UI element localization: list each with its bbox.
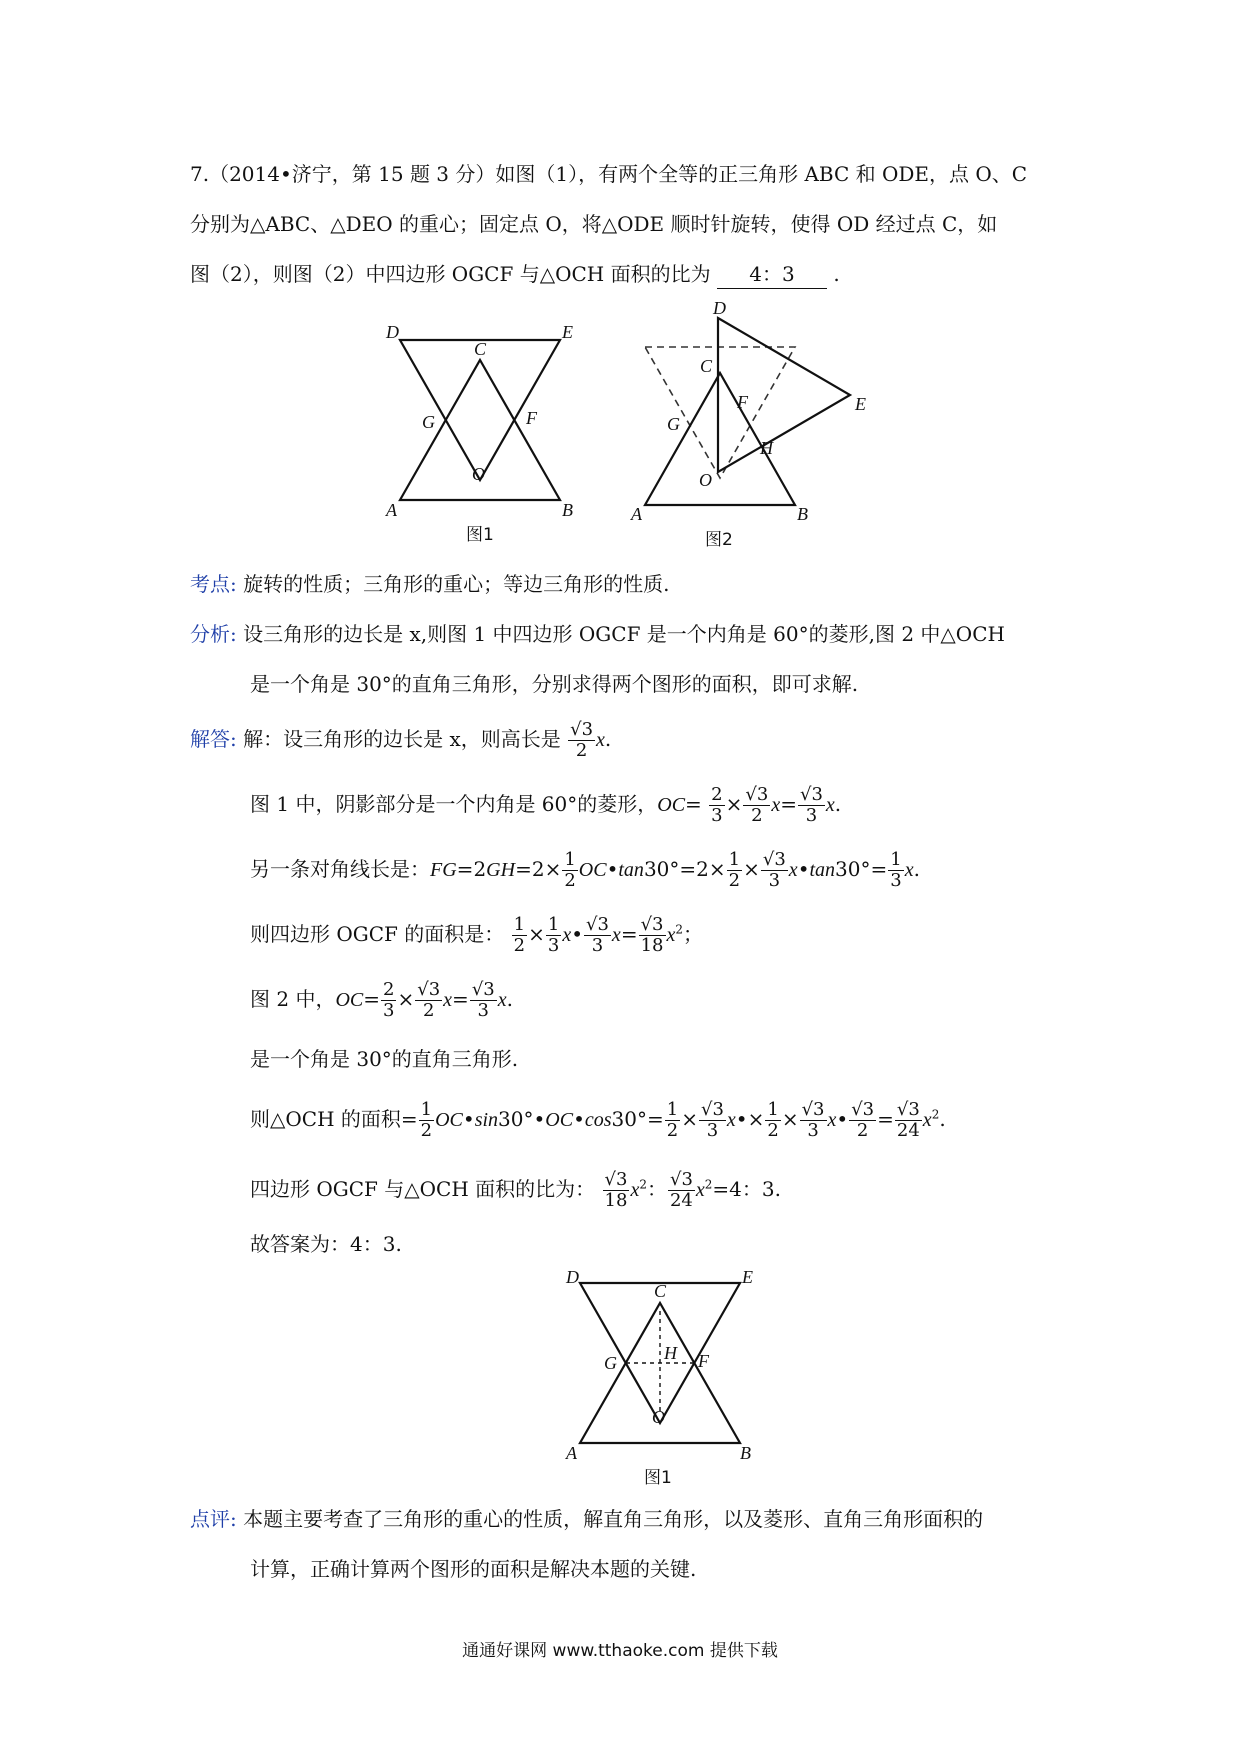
dot: • — [797, 857, 810, 881]
denominator: 2 — [856, 1120, 869, 1141]
fig2-label-h: H — [760, 438, 773, 458]
denominator: 2 — [767, 1120, 779, 1141]
numerator: √3 — [762, 849, 786, 870]
fenxi-line-2: 是一个角是 30°的直角三角形，分别求得两个图形的面积，即可求解. — [250, 672, 859, 696]
denominator: 3 — [591, 935, 604, 956]
colon: ： — [646, 1177, 667, 1201]
dot: • — [606, 857, 619, 881]
times: × — [397, 987, 415, 1011]
deg-30: 30° — [611, 1107, 647, 1131]
numerator: √3 — [570, 719, 594, 740]
numerator: √3 — [799, 784, 823, 805]
denominator: 18 — [640, 935, 664, 956]
jieda-step-3-text: 另一条对角线长是： — [250, 857, 430, 881]
numerator: 1 — [547, 914, 560, 935]
jieda-step-8 — [250, 1170, 781, 1211]
denominator: 2 — [575, 740, 588, 761]
jieda-step-5-text: 图 2 中， — [250, 987, 336, 1011]
fraction — [743, 785, 770, 826]
original-triangle-dashed — [645, 347, 795, 478]
numerator: 1 — [767, 1099, 779, 1120]
fig3-label-e: E — [742, 1267, 753, 1287]
denominator: 3 — [706, 1120, 719, 1141]
times: × — [747, 1107, 765, 1131]
var-x: x — [611, 924, 621, 946]
fig2-label-b: B — [797, 504, 808, 524]
seg-oc: OC — [578, 859, 607, 881]
exponent-2: 2 — [639, 1177, 647, 1192]
denominator: 2 — [751, 805, 763, 826]
denominator: 2 — [564, 870, 576, 891]
exponent-2: 2 — [931, 1107, 940, 1122]
fraction — [381, 980, 396, 1021]
dot: • — [462, 1107, 475, 1131]
equals: = — [679, 857, 697, 881]
jieda-step-1-text: 解：设三角形的边长是 x，则高长是 — [243, 727, 561, 751]
problem-line-3 — [190, 260, 840, 289]
fenxi-text-1: 设三角形的边长是 x,则图 1 中四边形 OGCF 是一个内角是 60°的菱形,图 2 中△OCH — [243, 622, 1005, 646]
tan: tan — [618, 859, 644, 881]
fig1-label-g: G — [422, 412, 435, 432]
numerator: 2 — [383, 979, 395, 1000]
fig1-label-c: C — [474, 339, 487, 359]
fig1-label-e: E — [562, 322, 573, 342]
fig2-label-a: A — [631, 504, 642, 524]
denominator: 3 — [383, 1000, 395, 1021]
problem-line-2: 分别为△ABC、△DEO 的重心；固定点 O，将△ODE 顺时针旋转，使得 OD 经过点 C，如 — [190, 212, 998, 236]
denominator: 3 — [711, 805, 723, 826]
equals: = — [780, 792, 797, 816]
denominator: 2 — [420, 1120, 433, 1141]
fig2-label-e: E — [855, 394, 866, 414]
seg-fg: FG — [430, 859, 457, 881]
dot: • — [836, 1107, 849, 1131]
fraction — [415, 980, 442, 1021]
fig2-label-d: D — [713, 300, 726, 318]
deg-30: 30° — [643, 857, 680, 881]
fraction — [798, 785, 825, 826]
numerator: √3 — [801, 1099, 825, 1120]
fraction — [470, 980, 497, 1021]
times: × — [544, 857, 562, 881]
fraction — [546, 915, 561, 956]
seg-gh: GH — [486, 859, 516, 881]
var-x: x — [922, 1109, 932, 1131]
ratio-result: =4：3. — [712, 1177, 781, 1201]
sin: sin — [474, 1109, 499, 1131]
period: . — [834, 792, 842, 816]
seg-oc: OC — [335, 989, 364, 1011]
figure-3 — [560, 1265, 760, 1490]
dot: • — [573, 1107, 585, 1131]
numerator: √3 — [669, 1169, 693, 1190]
fig1-label-f: F — [526, 408, 537, 428]
fraction — [512, 915, 527, 956]
seg-oc: OC — [545, 1109, 574, 1131]
period: . — [604, 727, 612, 751]
denominator: 2 — [513, 935, 526, 956]
kaodian-label: 考点: — [190, 572, 237, 596]
fig3-label-a: A — [566, 1443, 577, 1463]
seg-oc: OC — [435, 1109, 463, 1131]
fig1-label-d: D — [386, 322, 399, 342]
jieda-step-2-text: 图 1 中，阴影部分是一个内角是 60°的菱形， — [250, 792, 658, 816]
fig1-caption: 图1 — [466, 525, 494, 545]
fig3-label-d: D — [566, 1267, 579, 1287]
var-x: x — [825, 794, 835, 816]
numerator: √3 — [471, 979, 495, 1000]
fraction — [765, 1100, 780, 1141]
equals: = — [456, 857, 474, 881]
problem-line-3-text: 图（2），则图（2）中四边形 OGCF 与△OCH 面积的比为 — [190, 262, 711, 286]
equals: = — [685, 792, 702, 816]
fig1-label-a: A — [386, 500, 397, 520]
fraction — [603, 1170, 630, 1211]
numerator: √3 — [896, 1099, 920, 1120]
tan: tan — [809, 859, 836, 881]
denominator: 3 — [805, 805, 818, 826]
numerator: 1 — [890, 849, 902, 870]
denominator: 24 — [669, 1190, 693, 1211]
numerator: √3 — [586, 914, 609, 935]
denominator: 3 — [807, 1120, 819, 1141]
figure-2 — [625, 300, 875, 555]
fig3-caption: 图1 — [644, 1468, 672, 1488]
equals: = — [452, 987, 469, 1011]
period: . — [939, 1107, 946, 1131]
jieda-step-9: 故答案为：4：3. — [250, 1232, 402, 1256]
numerator: 1 — [420, 1099, 433, 1120]
denominator: 3 — [890, 870, 902, 891]
var-x: x — [596, 729, 605, 751]
period: . — [913, 857, 920, 881]
var-x: x — [695, 1179, 705, 1201]
fraction — [761, 850, 788, 891]
dianping-label: 点评: — [190, 1507, 237, 1531]
cos: cos — [584, 1109, 612, 1131]
dianping-text-1: 本题主要考查了三角形的重心的性质，解直角三角形，以及菱形、直角三角形面积的 — [243, 1507, 984, 1531]
fraction — [800, 1100, 827, 1141]
dot: • — [735, 1107, 748, 1131]
jieda-step-5 — [250, 980, 513, 1021]
fig3-label-f: F — [698, 1351, 709, 1371]
jieda-step-3 — [250, 850, 920, 891]
fig3-label-h: H — [664, 1343, 677, 1363]
fraction — [639, 915, 666, 956]
kaodian-text: 旋转的性质；三角形的重心；等边三角形的性质. — [243, 572, 670, 596]
problem-line-1: 7.（2014•济宁，第 15 题 3 分）如图（1），有两个全等的正三角形 ABC 和 ODE，点 O、C — [190, 162, 1028, 186]
numerator: √3 — [640, 914, 664, 935]
semicolon: ； — [683, 922, 704, 946]
var-x: x — [771, 794, 781, 816]
jieda-step-6: 是一个角是 30°的直角三角形. — [250, 1047, 519, 1071]
dot: • — [533, 1107, 546, 1131]
numerator: √3 — [417, 979, 441, 1000]
denominator: 24 — [896, 1120, 920, 1141]
denominator: 2 — [422, 1000, 435, 1021]
fraction — [709, 785, 724, 826]
numerator: √3 — [604, 1169, 628, 1190]
equals: = — [877, 1107, 894, 1131]
numerator: 1 — [513, 914, 526, 935]
denominator: 3 — [768, 870, 781, 891]
jieda-step-7 — [250, 1100, 946, 1141]
fig2-label-o: O — [699, 470, 712, 490]
var-x: x — [497, 989, 507, 1011]
jieda-step-8-text: 四边形 OGCF 与△OCH 面积的比为： — [250, 1177, 596, 1201]
var-x: x — [562, 924, 572, 946]
denominator: 2 — [728, 870, 741, 891]
var-x: x — [666, 924, 676, 946]
numerator: √3 — [851, 1099, 875, 1120]
fenxi-line-1 — [190, 620, 1005, 648]
exponent-2: 2 — [704, 1177, 713, 1192]
numerator: √3 — [700, 1099, 724, 1120]
figure-1 — [380, 320, 580, 550]
fig2-label-c: C — [700, 356, 713, 376]
jieda-step-4 — [250, 915, 703, 956]
fraction-sqrt3-over-2 — [568, 720, 595, 761]
fraction — [584, 915, 611, 956]
denominator: 3 — [477, 1000, 489, 1021]
times: × — [743, 857, 760, 881]
fig1-label-o: O — [472, 464, 485, 484]
var-x: x — [904, 859, 914, 881]
coef-2: 2 — [531, 857, 545, 881]
numerator: 1 — [666, 1099, 679, 1120]
fig2-label-f: F — [737, 392, 748, 412]
fig3-label-c: C — [654, 1281, 667, 1301]
answer-blank: 4：3 — [717, 260, 827, 289]
jieda-step-2 — [250, 785, 841, 826]
var-x: x — [443, 989, 453, 1011]
numerator: 1 — [564, 849, 576, 870]
dianping-line-2: 计算，正确计算两个图形的面积是解决本题的关键. — [250, 1557, 697, 1581]
fraction — [699, 1100, 726, 1141]
exponent-2: 2 — [675, 922, 684, 937]
denominator: 3 — [547, 935, 560, 956]
times: × — [781, 1107, 799, 1131]
coef-2: 2 — [696, 857, 709, 881]
jieda-step-1 — [190, 720, 611, 761]
deg-30: 30° — [835, 857, 871, 881]
fig2-caption: 图2 — [705, 530, 733, 550]
seg-oc: OC — [657, 794, 686, 816]
times: × — [528, 922, 545, 946]
fig3-label-o: O — [652, 1407, 665, 1427]
denominator: 2 — [666, 1120, 679, 1141]
equals: = — [620, 922, 638, 946]
problem-line-3-end: . — [833, 262, 840, 286]
var-x: x — [827, 1109, 837, 1131]
dot: • — [571, 922, 583, 946]
numerator: 2 — [711, 784, 723, 805]
equals: = — [515, 857, 532, 881]
equals: = — [363, 987, 381, 1011]
fraction — [895, 1100, 922, 1141]
fig3-label-g: G — [604, 1353, 617, 1373]
period: . — [506, 987, 513, 1011]
deg-30: 30° — [498, 1107, 534, 1131]
var-x: x — [726, 1109, 736, 1131]
fraction — [668, 1170, 695, 1211]
times: × — [708, 857, 726, 881]
numerator: 1 — [728, 849, 741, 870]
fraction — [562, 850, 577, 891]
coef-2: 2 — [473, 857, 487, 881]
jieda-step-4-text: 则四边形 OGCF 的面积是： — [250, 922, 505, 946]
var-x: x — [788, 859, 798, 881]
fraction — [888, 850, 903, 891]
jieda-step-7-text: 则△OCH 的面积= — [250, 1107, 418, 1131]
numerator: √3 — [745, 784, 769, 805]
fig2-label-g: G — [667, 414, 680, 434]
jieda-label: 解答: — [190, 727, 237, 751]
fraction — [849, 1100, 876, 1141]
var-x: x — [630, 1179, 640, 1201]
equals: = — [870, 857, 888, 881]
denominator: 18 — [604, 1190, 628, 1211]
page-footer: 通通好课网 www.tthaoke.com 提供下载 — [462, 1641, 778, 1661]
fenxi-label: 分析: — [190, 622, 237, 646]
dianping-line-1 — [190, 1505, 983, 1533]
times: × — [725, 792, 743, 816]
fraction — [665, 1100, 680, 1141]
kaodian-line — [190, 570, 669, 598]
fraction — [727, 850, 742, 891]
fig1-label-b: B — [562, 500, 573, 520]
fig3-label-b: B — [740, 1443, 751, 1463]
fraction — [419, 1100, 434, 1141]
equals: = — [647, 1107, 664, 1131]
times: × — [681, 1107, 698, 1131]
